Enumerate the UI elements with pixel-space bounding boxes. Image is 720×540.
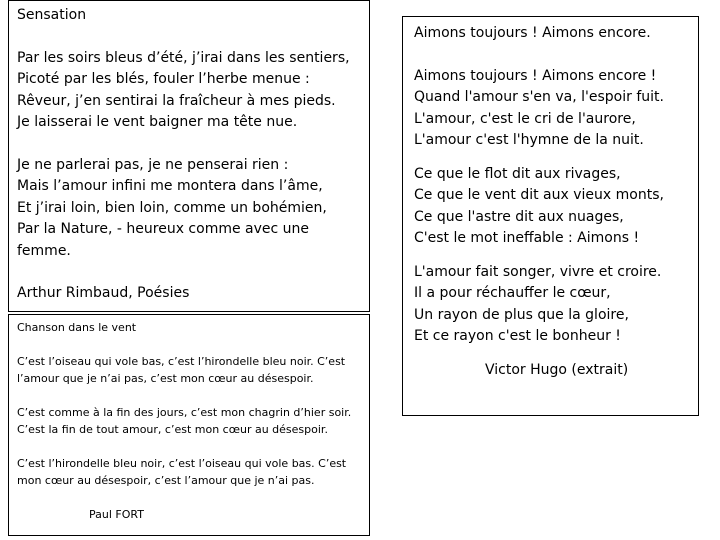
poem-line: Et j’irai loin, bien loin, comme un bohémien, bbox=[17, 199, 327, 216]
poem-title: Sensation bbox=[17, 7, 87, 23]
poem-line: L'amour, c'est le cri de l'aurore, bbox=[414, 110, 636, 127]
poem-line: Aimons toujours ! Aimons encore ! bbox=[414, 67, 657, 84]
poem-line: Ce que le vent dit aux vieux monts, bbox=[414, 187, 664, 203]
poem-line: femme. bbox=[17, 242, 71, 259]
poem-line: C'est le mot ineffable : Aimons ! bbox=[414, 230, 640, 246]
poem-line: Un rayon de plus que la gloire, bbox=[414, 306, 629, 323]
poem-stanza bbox=[17, 404, 369, 438]
poem-line: Il a pour réchauffer le cœur, bbox=[414, 285, 611, 301]
poem-stanza bbox=[17, 353, 369, 387]
poem-stanza bbox=[17, 455, 369, 489]
poem-line: Ce que l'astre dit aux nuages, bbox=[414, 208, 624, 225]
poem-stanza bbox=[17, 155, 369, 263]
poem-line: L'amour c'est l'hymne de la nuit. bbox=[414, 132, 644, 148]
poem-line: C’est l’oiseau qui vole bas, c’est l’hirondelle bleu noir. C’est bbox=[17, 355, 346, 368]
poem-line: Ce que le flot dit aux rivages, bbox=[414, 165, 621, 182]
poem-stanza bbox=[414, 164, 698, 250]
poem-box-chanson bbox=[8, 314, 370, 536]
poem-line: Je laisserai le vent baigner ma tête nue. bbox=[17, 114, 298, 130]
poem-box-aimons bbox=[402, 16, 699, 416]
poem-author: Paul FORT bbox=[89, 508, 144, 521]
poem-author: Arthur Rimbaud, Poésies bbox=[17, 285, 190, 301]
poem-author: Victor Hugo (extrait) bbox=[485, 361, 629, 378]
poem-title: Chanson dans le vent bbox=[17, 321, 137, 334]
poem-stanza bbox=[414, 66, 698, 152]
poem-stanza bbox=[17, 48, 369, 134]
poem-line: Quand l'amour s'en va, l'espoir fuit. bbox=[414, 89, 664, 105]
poem-stanza bbox=[414, 262, 698, 348]
poem-line: l’amour que je n’ai pas, c’est mon cœur au désespoir. bbox=[17, 372, 314, 385]
poem-line: Picoté par les blés, fouler l’herbe menue : bbox=[17, 71, 310, 87]
poem-line: C’est l’hirondelle bleu noir, c’est l’oiseau qui vole bas. C’est bbox=[17, 457, 347, 470]
poem-title: Aimons toujours ! Aimons encore. bbox=[414, 25, 651, 41]
poem-line: Par la Nature, - heureux comme avec une bbox=[17, 221, 310, 237]
poem-line: mon cœur au désespoir, c’est l’amour que je n’ai pas. bbox=[17, 474, 315, 487]
poem-line: C’est comme à la fin des jours, c’est mon chagrin d’hier soir. bbox=[17, 406, 352, 419]
poem-line: Et ce rayon c'est le bonheur ! bbox=[414, 328, 621, 344]
poem-line: L'amour fait songer, vivre et croire. bbox=[414, 263, 662, 280]
poem-line: C’est la fin de tout amour, c’est mon cœur au désespoir. bbox=[17, 423, 328, 436]
poem-line: Je ne parlerai pas, je ne penserai rien : bbox=[17, 156, 289, 173]
poem-line: Mais l’amour infini me montera dans l’âme, bbox=[17, 178, 323, 194]
poem-line: Rêveur, j’en sentirai la fraîcheur à mes pieds. bbox=[17, 92, 336, 109]
poem-box-sensation bbox=[8, 0, 370, 312]
poem-line: Par les soirs bleus d’été, j’irai dans les sentiers, bbox=[17, 49, 350, 66]
